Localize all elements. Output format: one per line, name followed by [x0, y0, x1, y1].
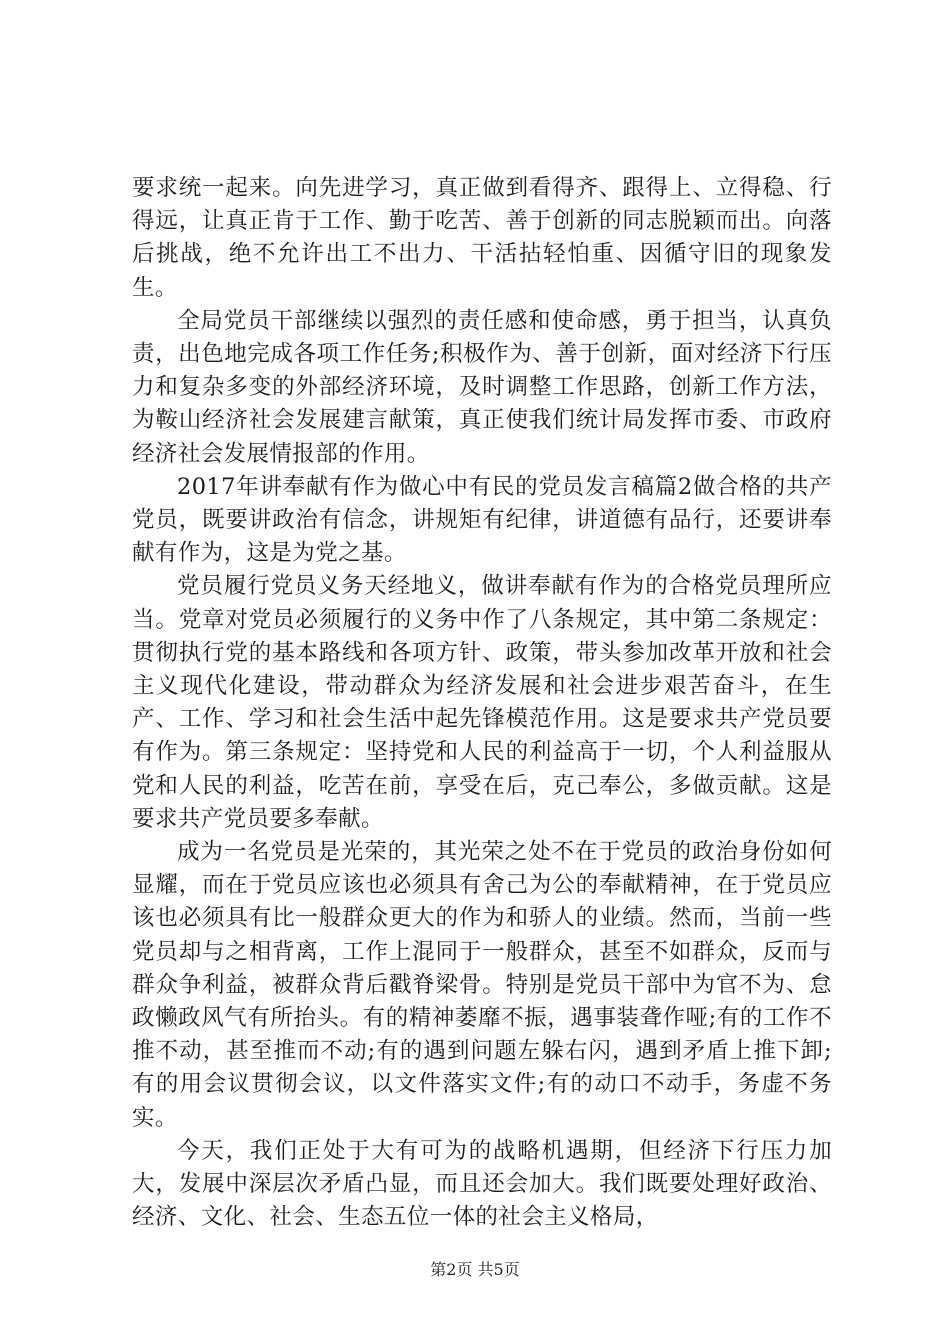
page-footer — [0, 1260, 950, 1280]
document-body — [132, 172, 832, 1235]
paragraph-speech-title: 2017年讲奉献有作为做心中有民的党员发言稿篇2做合格的共产党员，既要讲政治有信念，讲规矩有纪律，讲道德有品行，还要讲奉献有作为，这是为党之基。 — [132, 473, 832, 567]
paragraph-today: 今天，我们正处于大有可为的战略机遇期，但经济下行压力加大，发展中深层次矛盾凸显，而且还会加大。我们既要处理好政治、经济、文化、社会、生态五位一体的社会主义格局， — [132, 1137, 832, 1231]
paragraph-continued: 要求统一起来。向先进学习，真正做到看得齐、跟得上、立得稳、行得远，让真正肯于工作、勤于吃苦、善于创新的同志脱颖而出。向落后挑战，绝不允许出工不出力、干活拈轻怕重、因循守旧的现象发生。 — [132, 175, 832, 301]
page-number: 第2页 共5页 — [430, 1260, 520, 1279]
paragraph-party-cadres: 全局党员干部继续以强烈的责任感和使命感，勇于担当，认真负责，出色地完成各项工作任务;积极作为、善于创新，面对经济下行压力和复杂多变的外部经济环境，及时调整工作思路，创新工作方法，为鞍山经济社会发展建言献策，真正使我们统计局发挥市委、市政府经济社会发展情报部的作用。 — [132, 307, 832, 467]
paragraph-party-duties: 党员履行党员义务天经地义，做讲奉献有作为的合格党员理所应当。党章对党员必须履行的义务中作了八条规定，其中第二条规定：贯彻执行党的基本路线和各项方针、政策，带头参加改革开放和社会主义现代化建设，带动群众为经济发展和社会进步艰苦奋斗，在生产、工作、学习和社会生活中起先锋模范作用。这是要求共产党员要有作为。第三条规定：坚持党和人民的利益高于一切，个人利益服从党和人民的利益，吃苦在前，享受在后，克己奉公，多做贡献。这是要求共产党员要多奉献。 — [132, 573, 832, 832]
paragraph-honor: 成为一名党员是光荣的，其光荣之处不在于党员的政治身份如何显耀，而在于党员应该也必须具有舍己为公的奉献精神，在于党员应该也必须具有比一般群众更大的作为和骄人的业绩。然而，当前一些党员却与之相背离，工作上混同于一般群众，甚至不如群众，反而与群众争利益，被群众背后戳脊梁骨。特别是党员干部中为官不为、怠政懒政风气有所抬头。有的精神萎靡不振，遇事装聋作哑;有的工作不推不动，甚至推而不动;有的遇到问题左躲右闪，遇到矛盾上推下卸;有的用会议贯彻会议，以文件落实文件;有的动口不动手，务虚不务实。 — [132, 839, 832, 1131]
